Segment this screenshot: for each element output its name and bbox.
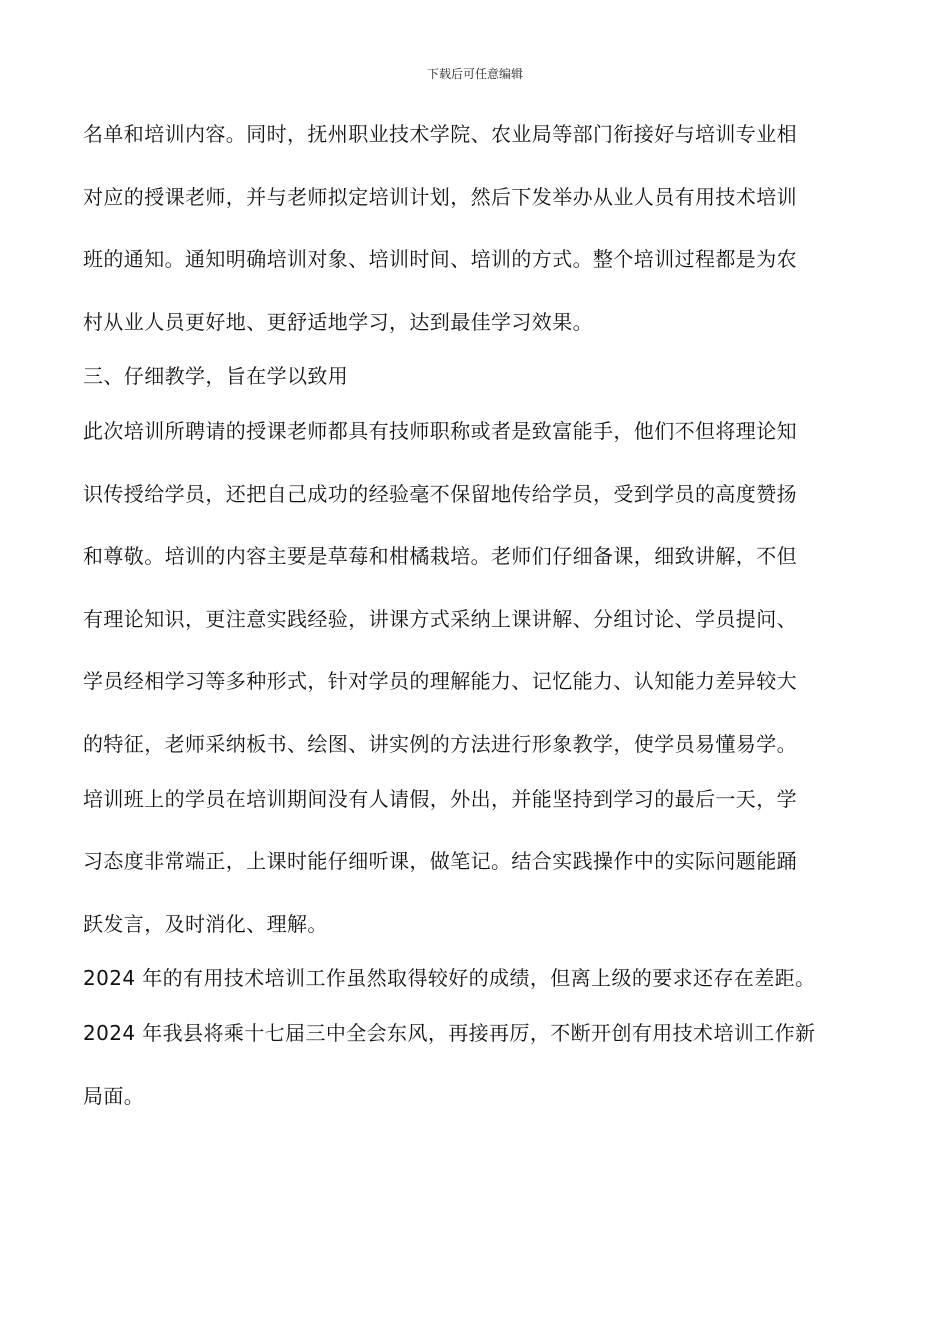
text-line: 的特征，老师采纳板书、绘图、讲实例的方法进行形象教学，使学员易懂易学。 [83, 731, 797, 756]
text-line: 2024 年我县将乘十七届三中全会东风，再接再厉，不断开创有用技术培训工作新 [83, 1020, 816, 1045]
page-header: 下载后可任意编辑 [426, 67, 523, 81]
text-line: 2024 年的有用技术培训工作虽然取得较好的成绩，但离上级的要求还存在差距。 [83, 966, 816, 991]
text-line: 村从业人员更好地、更舒适地学习，达到最佳学习效果。 [83, 309, 593, 334]
text-line: 和尊敬。培训的内容主要是草莓和柑橘栽培。老师们仔细备课，细致讲解，不但 [83, 544, 797, 569]
text-line: 培训班上的学员在培训期间没有人请假，外出，并能坚持到学习的最后一天，学 [83, 786, 797, 811]
text-line: 识传授给学员，还把自己成功的经验毫不保留地传给学员，受到学员的高度赞扬 [83, 481, 797, 506]
text-line: 习态度非常端正，上课时能仔细听课，做笔记。结合实践操作中的实际问题能踊 [83, 849, 797, 874]
section-heading: 三、仔细教学，旨在学以致用 [83, 364, 349, 389]
text-line: 班的通知。通知明确培训对象、培训时间、培训的方式。整个培训过程都是为农 [83, 247, 797, 272]
text-line: 名单和培训内容。同时，抚州职业技术学院、农业局等部门衔接好与培训专业相 [83, 122, 797, 146]
text-line: 此次培训所聘请的授课老师都具有技师职称或者是致富能手，他们不但将理论知 [83, 418, 797, 443]
text-line: 有理论知识，更注意实践经验，讲课方式采纳上课讲解、分组讨论、学员提问、 [83, 606, 797, 631]
document-body [83, 119, 883, 1143]
text-line: 学员经相学习等多种形式，针对学员的理解能力、记忆能力、认知能力差异较大 [83, 669, 797, 694]
text-line: 局面。 [83, 1083, 145, 1108]
text-line: 跃发言，及时消化、理解。 [83, 911, 328, 936]
text-line: 对应的授课老师，并与老师拟定培训计划，然后下发举办从业人员有用技术培训 [83, 184, 797, 209]
